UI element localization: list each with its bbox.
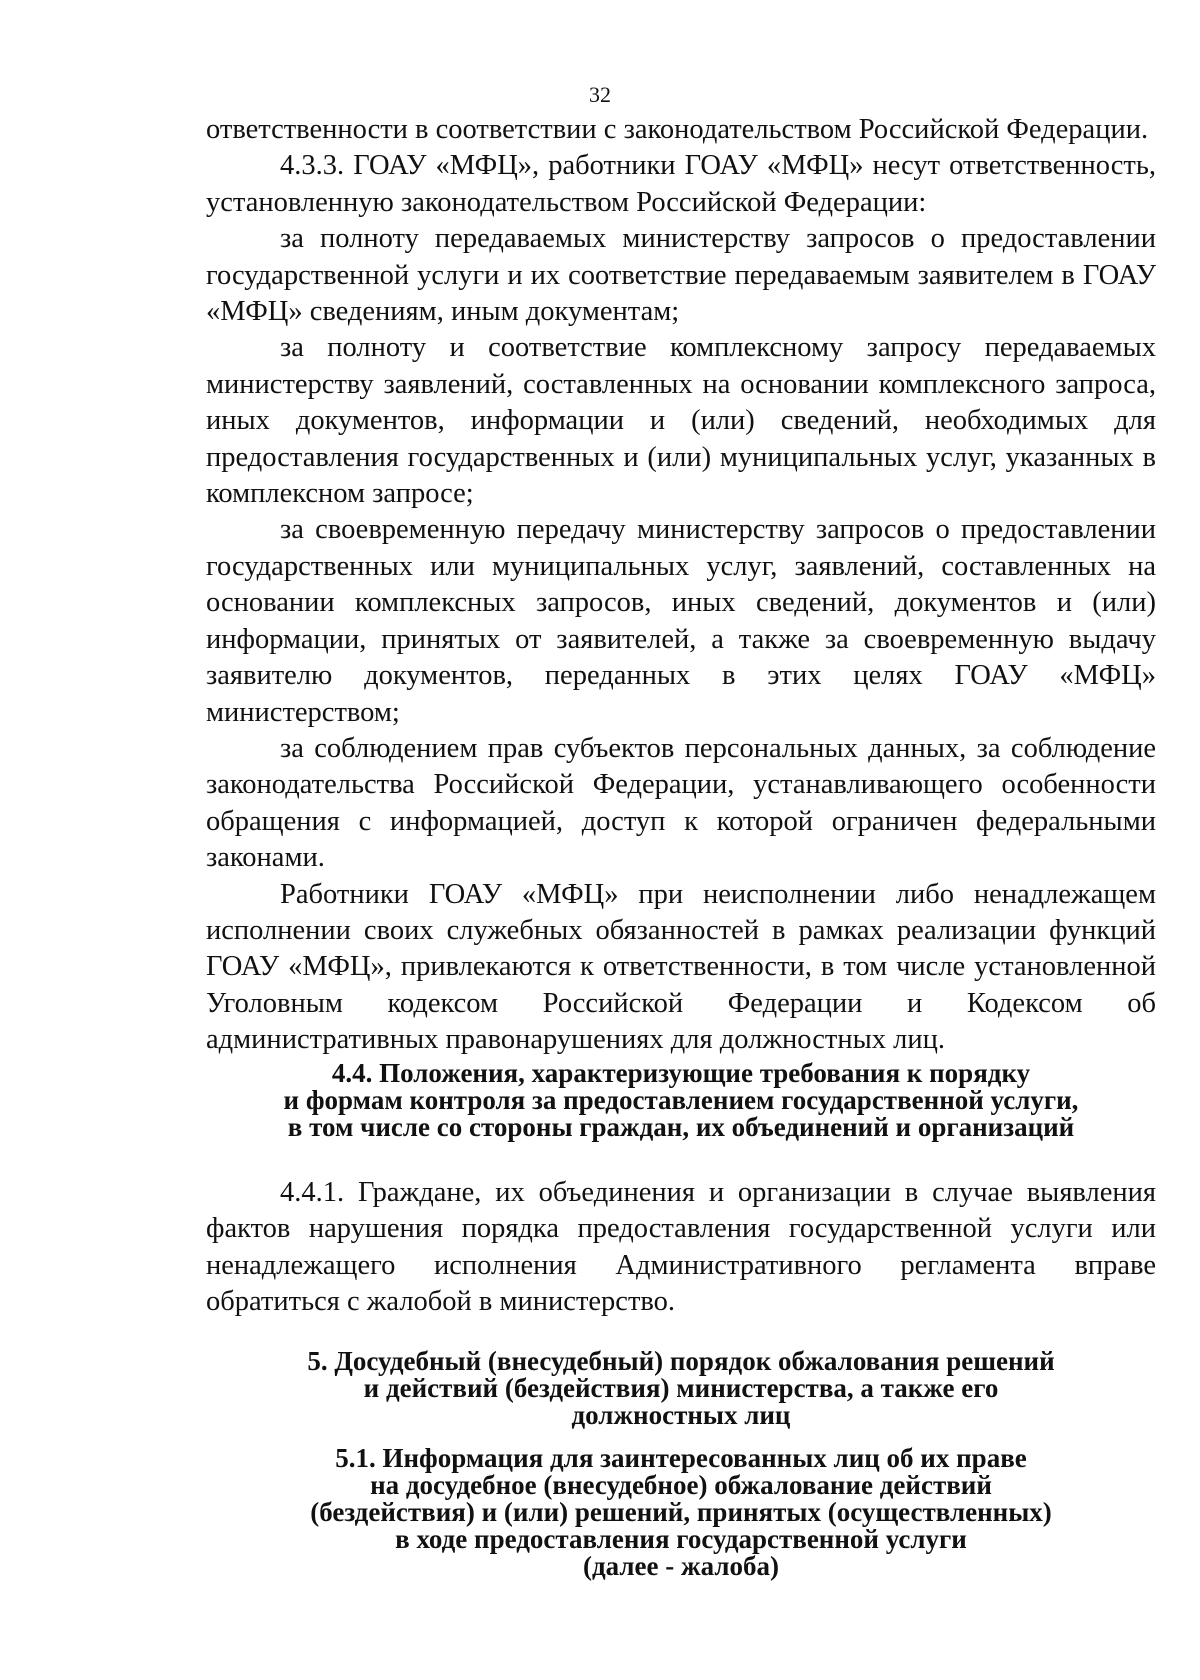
section-4-3-3-text bbox=[206, 112, 1156, 1059]
heading-line: (далее - жалоба) bbox=[583, 1551, 779, 1581]
paragraph-continuation: ответственности в соответствии с законодательством Российской Федерации. bbox=[206, 114, 1149, 145]
page-number: 32 bbox=[589, 82, 611, 107]
paragraph-4-4-1: 4.4.1. Граждане, их объединения и организации в случае выявления фактов нарушения порядка предоставления государственной услуги или ненадлежащего исполнения Административного регламента вправе обратиться с жалобой в министерство. bbox=[206, 1177, 1156, 1318]
heading-4-4 bbox=[206, 1060, 1156, 1141]
paragraph-requests-completeness: за полноту передаваемых министерству запросов о предоставлении государственной услуги и их соответствие передаваемым заявителем в ГОАУ «МФЦ» сведениям, иным документам; bbox=[206, 223, 1156, 328]
heading-line: в ходе предоставления государственной услуги bbox=[395, 1524, 967, 1554]
paragraph-employees-liability: Работники ГОАУ «МФЦ» при неисполнении либо ненадлежащем исполнении своих служебных обязанностей в рамках реализации функций ГОАУ «МФЦ», привлекаются к ответственности, в том числе установленной Уголовным кодексом Российской Федерации и Кодексом об административных правонарушениях для должностных лиц. bbox=[206, 878, 1156, 1056]
heading-line: 5.1. Информация для заинтересованных лиц об их праве bbox=[335, 1443, 1027, 1473]
heading-line: должностных лиц bbox=[571, 1400, 791, 1430]
heading-line: и формам контроля за предоставлением государственной услуги, bbox=[283, 1085, 1079, 1115]
heading-5 bbox=[206, 1348, 1156, 1429]
paragraph-timely-transfer: за своевременную передачу министерству запросов о предоставлении государственных или муниципальных услуг, заявлений, составленных на основании комплексных запросов, иных сведений, документов и (или) информации, принятых от заявителей, а также за своевременную выдачу заявителю документов, переданных в этих целях ГОАУ «МФЦ» министерством; bbox=[206, 514, 1156, 728]
paragraph-4-3-3: 4.3.3. ГОАУ «МФЦ», работники ГОАУ «МФЦ» несут ответственность, установленную законодательством Российской Федерации: bbox=[206, 150, 1156, 218]
section-4-4-1-text bbox=[206, 1175, 1156, 1321]
heading-5-1 bbox=[206, 1445, 1156, 1580]
heading-line: на досудебное (внесудебное) обжалование действий bbox=[370, 1470, 992, 1500]
heading-line: в том числе со стороны граждан, их объединений и организаций bbox=[287, 1112, 1075, 1142]
heading-line: и действий (бездействия) министерства, а также его bbox=[363, 1373, 999, 1403]
paragraph-complex-request: за полноту и соответствие комплексному запросу передаваемых министерству заявлений, составленных на основании комплексного запроса, иных документов, информации и (или) сведений, необходимых для предоставления государственных и (или) муниципальных услуг, указанных в комплексном запросе; bbox=[206, 332, 1156, 510]
paragraph-personal-data: за соблюдением прав субъектов персональных данных, за соблюдение законодательства Российской Федерации, устанавливающего особенности обращения с информацией, доступ к которой ограничен федеральными законами. bbox=[206, 732, 1156, 874]
heading-line: 4.4. Положения, характеризующие требования к порядку bbox=[331, 1058, 1031, 1088]
heading-line: (бездействия) и (или) решений, принятых (осуществленных) bbox=[310, 1497, 1052, 1527]
heading-line: 5. Досудебный (внесудебный) порядок обжалования решений bbox=[307, 1346, 1055, 1376]
